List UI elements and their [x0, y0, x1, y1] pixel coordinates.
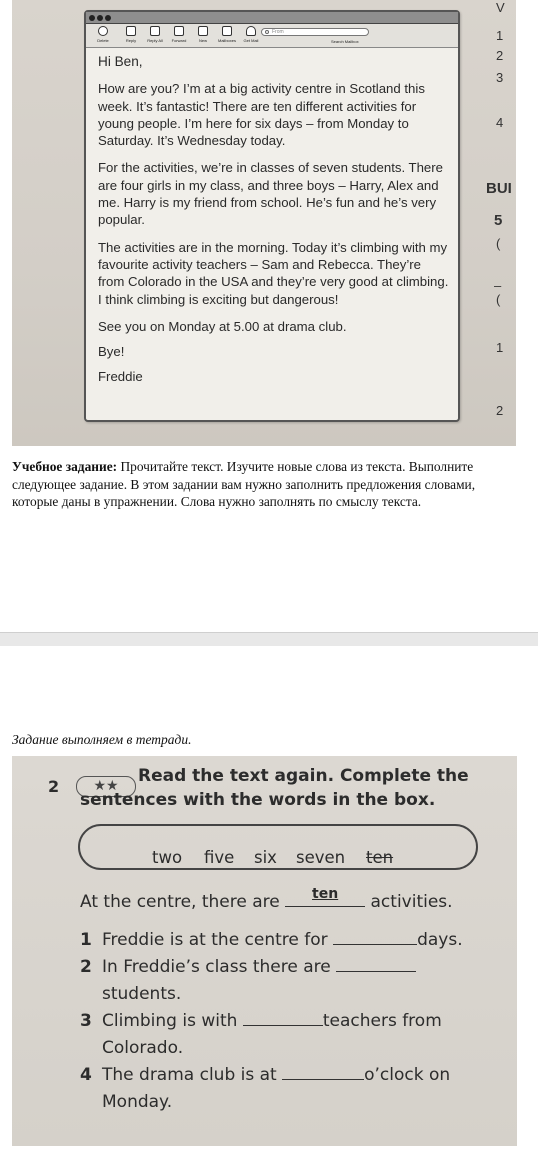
email-textbook-photo — [12, 0, 516, 446]
question-4: 4 The drama club is at o’clock on — [80, 1065, 451, 1085]
question-1: 1 Freddie is at the centre for days. — [80, 930, 463, 950]
instruction-text: Прочитайте текст. Изучите новые слова из текста. Выполните следующее задание. В этом задании вам нужно заполнить предложения словами, которые даны в упражнении. Слова нужно заполнять по смыслу текста. — [12, 459, 476, 509]
reply-button[interactable]: Reply — [118, 26, 144, 43]
window-close-icon[interactable] — [89, 15, 95, 21]
word-box — [78, 824, 478, 870]
edge-letter: BUI — [486, 180, 512, 197]
email-paragraph: For the activities, we’re in classes of seven students. There are four girls in my class, and three boys – Harry, Alex and me. Harry is my friend from school. He’s fun and he’s very popular. — [98, 160, 443, 228]
edge-letter: – — [494, 278, 502, 293]
answer-blank[interactable] — [243, 1010, 323, 1026]
edge-letter: ( — [496, 236, 501, 251]
word-box-item: five — [204, 848, 235, 867]
edge-letter: 3 — [496, 70, 504, 85]
difficulty-stars-icon: ★★ — [76, 776, 136, 797]
answer-blank[interactable] — [333, 929, 417, 945]
edge-letter: V — [496, 0, 505, 15]
search-icon — [265, 30, 269, 34]
email-paragraph: How are you? I’m at a big activity centre in Scotland this week. It’s fantastic! There are ten different activities for young people. I’m here for six days – from Monday to Saturday. It’s Wednesday today. — [98, 81, 425, 149]
edge-letter: 5 — [494, 212, 503, 229]
window-titlebar — [86, 12, 458, 24]
email-signature: Freddie — [98, 369, 143, 385]
section-divider — [0, 632, 538, 646]
edge-letter: 2 — [496, 48, 504, 63]
mail-toolbar — [86, 24, 458, 48]
edge-letter: ( — [496, 292, 501, 307]
email-paragraph: See you on Monday at 5.00 at drama club. — [98, 318, 347, 334]
example-answer-blank — [285, 886, 365, 907]
new-message-button[interactable]: New — [190, 26, 216, 43]
reply-icon — [126, 26, 136, 36]
word-box-item: two — [152, 848, 183, 867]
delete-icon — [98, 26, 108, 36]
window-zoom-icon[interactable] — [105, 15, 111, 21]
question-3-continued: Colorado. — [102, 1038, 184, 1058]
exercise-title: Read the text again. Complete the sentences with the words in the box. — [80, 766, 469, 810]
word-box-item: seven — [296, 848, 346, 867]
question-2: 2 In Freddie’s class there are — [80, 956, 416, 978]
email-signoff: Bye! — [98, 344, 125, 360]
reply-all-button[interactable]: Reply All — [142, 26, 168, 43]
notebook-note: Задание выполняем в тетради. — [12, 732, 192, 747]
adjacent-page-edge — [472, 0, 516, 446]
answer-blank[interactable] — [282, 1064, 364, 1080]
answer-blank[interactable] — [336, 956, 416, 972]
assignment-instruction — [12, 458, 517, 511]
get-mail-icon — [246, 26, 256, 36]
new-message-icon — [198, 26, 208, 36]
exercise-textbook-photo — [12, 756, 517, 1146]
word-box-item: six — [254, 848, 277, 867]
email-paragraph: The activities are in the morning. Today it’s climbing with my favourite activity teachers – Sam and Rebecca. They’re from Colorado in the USA and they’re very good at climbing. I think climbing is exciting but dangerous! — [98, 239, 449, 307]
email-body — [86, 48, 458, 386]
example-answer: ten — [312, 886, 339, 902]
question-3: 3 Climbing is with teachers from — [80, 1011, 442, 1031]
mailboxes-button[interactable]: Mailboxes — [214, 26, 240, 43]
reply-all-icon — [150, 26, 160, 36]
search-input[interactable] — [261, 28, 369, 36]
window-minimize-icon[interactable] — [97, 15, 103, 21]
forward-button[interactable]: Forward — [166, 26, 192, 43]
question-4-continued: Monday. — [102, 1092, 173, 1112]
edge-letter: 1 — [496, 28, 504, 43]
search-placeholder: From — [272, 29, 284, 35]
word-box-item-used: ten — [366, 848, 394, 867]
forward-icon — [174, 26, 184, 36]
email-window — [84, 10, 460, 422]
edge-letter: 2 — [496, 403, 504, 418]
edge-letter: 4 — [496, 115, 504, 130]
get-mail-button[interactable]: Get Mail — [238, 26, 264, 43]
delete-button[interactable]: Delete — [90, 26, 116, 43]
edge-letter: 1 — [496, 340, 504, 355]
mailboxes-icon — [222, 26, 232, 36]
example-sentence: At the centre, there are ten activities. — [80, 891, 453, 913]
question-2-continued: students. — [102, 984, 182, 1004]
email-greeting: Hi Ben, — [98, 54, 143, 69]
instruction-label: Учебное задание: — [12, 459, 118, 474]
search-mailbox-label: Search Mailbox — [331, 39, 359, 44]
exercise-number: 2 — [48, 777, 60, 796]
